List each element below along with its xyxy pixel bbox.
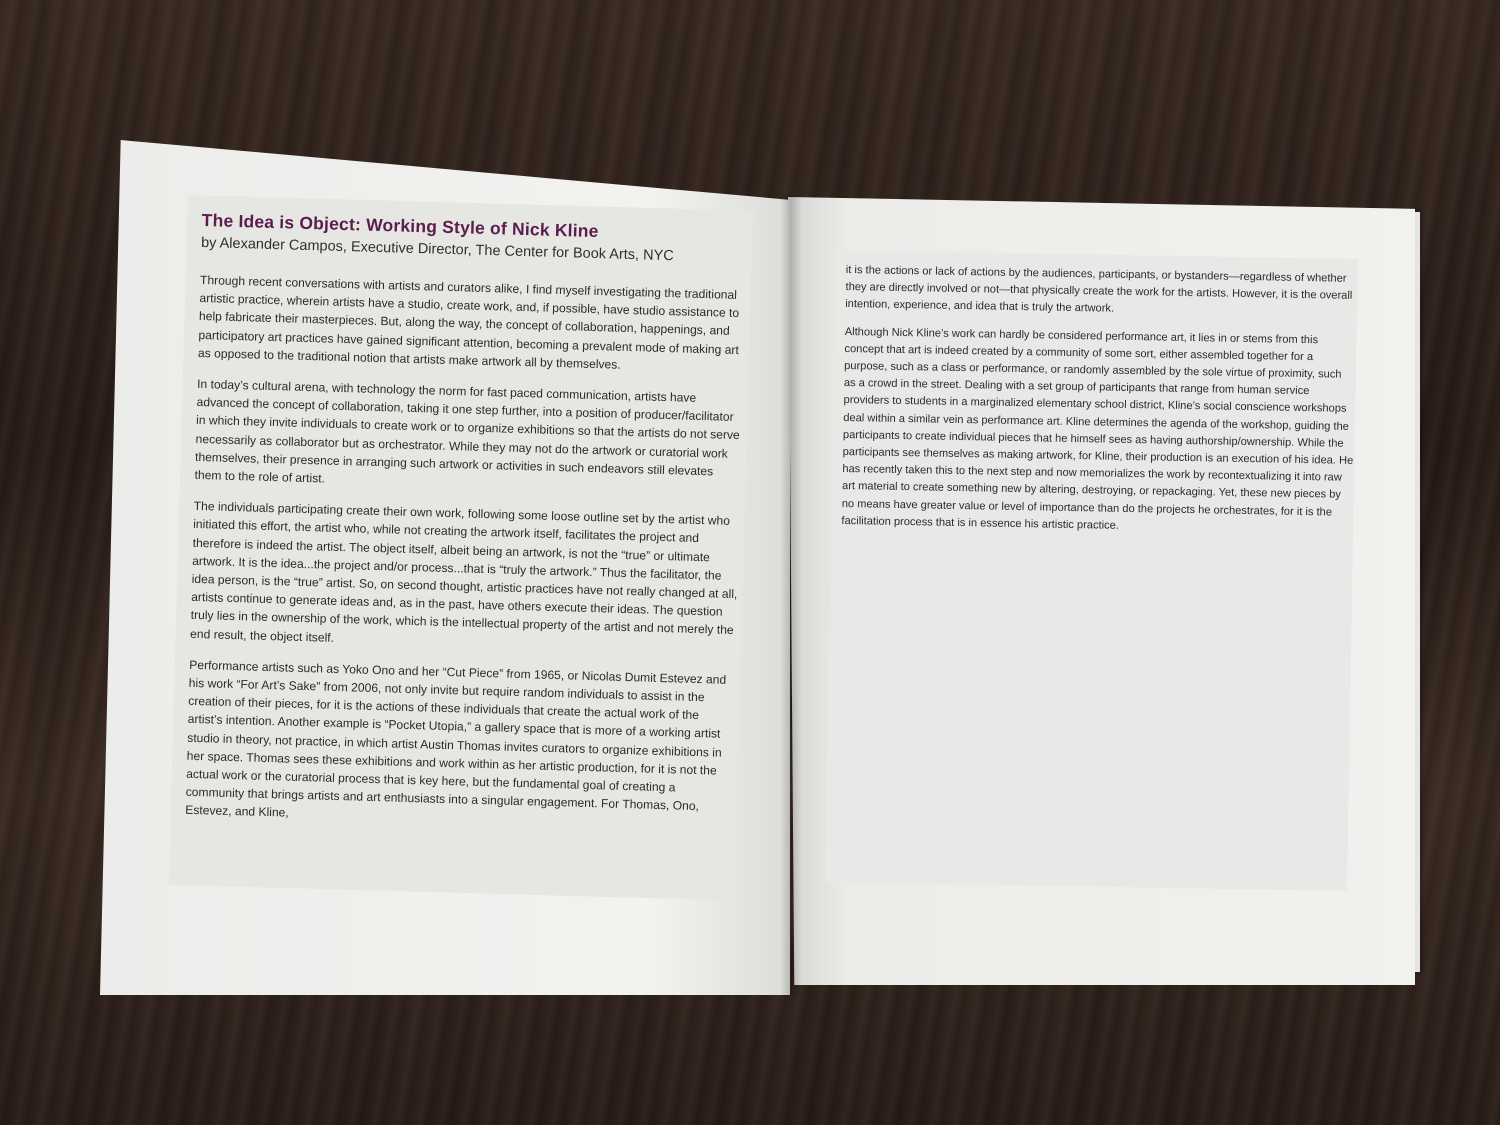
article-title: The Idea is Object: Working Style of Nick Kline (201, 210, 599, 242)
paragraph: In today’s cultural arena, with technology the norm for fast paced communication, artists have advanced the concept of collaboration, taking it one step further, into a position of producer/facilitator in which they invite individuals to create work or to organize exhibitions so that the artists do not serve necessarily as collaborator but as orchestrator. While they may not do the artwork or curatorial work themselves, their presence in arranging such artwork or activities in such endeavors still elevates them to the role of artist. (194, 376, 740, 486)
paragraph: Although Nick Kline’s work can hardly be considered performance art, it lies in or stems from this concept that art is indeed created by a community of some sort, either assembled together for a purpose, such as a class or performance, or randomly assembled by the sole virtue of proximity, such as a crowd in the street. Dealing with a set group of participants that range from human service providers to students in a marginalized elementary school district, Kline’s social conscience workshops deal within a similar vein as performance art. Kline determines the agenda of the workshop, guiding the participants to create individual pieces that he himself sees as having authorship/ownership. While the participants see themselves as making artwork, for Kline, their production is an execution of his idea. He has recently taken this to the next step and now memorializes the work by recontextualizing it into raw art material to create something new by altering, destroying, or repackaging. Yet, these new pieces by no means have greater value or level of importance than do the projects he orchestrates, for it is the facilitation process that is in essence his artistic practice. (841, 325, 1354, 532)
left-page-content (185, 210, 750, 848)
paragraph: Through recent conversations with artists and curators alike, I find myself investigating the traditional artistic practice, wherein artists have a studio, create work, and, if possible, have studio assistance to help fabricate their masterpieces. But, along the way, the concept of collaboration, happenings, and participatory art practices have gained significant attention, becoming a prevalent mode of making art as opposed to the traditional notion that artists make artwork all by themselves. (197, 272, 740, 372)
paragraph: The individuals participating create their own work, following some loose outline set by the artist who initiated this effort, the artist who, while not creating the artwork itself, facilitates the project and therefore is indeed the artist. The object itself, albeit being an artwork, is not the “true” or ultimate artwork. It is the idea...the project and/or process...that is “truly the artwork.” Thus the facilitator, the idea person, is the “true” artist. So, on second thought, artistic practices have not really changed at all, artists continue to generate ideas and, as in the past, have others execute their ideas. The question truly lies in the ownership of the work, which is the intellectual property of the artist and not merely the end result, the object itself. (189, 499, 738, 645)
right-page-content (841, 262, 1358, 549)
paragraph: it is the actions or lack of actions by the audiences, participants, or bystanders—regardless of whether they are directly involved or not—that physically create the work for the artists. However, it is the overall intention, experience, and idea that is truly the artwork. (845, 263, 1353, 316)
paragraph: Performance artists such as Yoko Ono and her “Cut Piece” from 1965, or Nicolas Dumit Estevez and his work “For Art’s Sake” from 2006, not only invite but require random individuals to assist in the creation of their pieces, for it is the actions of these individuals that create the actual work of the artist’s intention. Another example is “Pocket Utopia,” a gallery space that is more of a working artist studio in theory, not practice, in which artist Austin Thomas invites curators to organize exhibitions in her space. Thomas sees these exhibitions and work within as her artistic production, for it is not the actual work or the curatorial process that is key here, but the fundamental goal of creating a community that brings artists and art enthusiasts into a singular engagement. For Thomas, Ono, Estevez, and Kline, (185, 657, 727, 821)
book-gutter (780, 195, 802, 995)
article-byline: by Alexander Campos, Executive Director, The Center for Book Arts, NYC (200, 234, 674, 265)
